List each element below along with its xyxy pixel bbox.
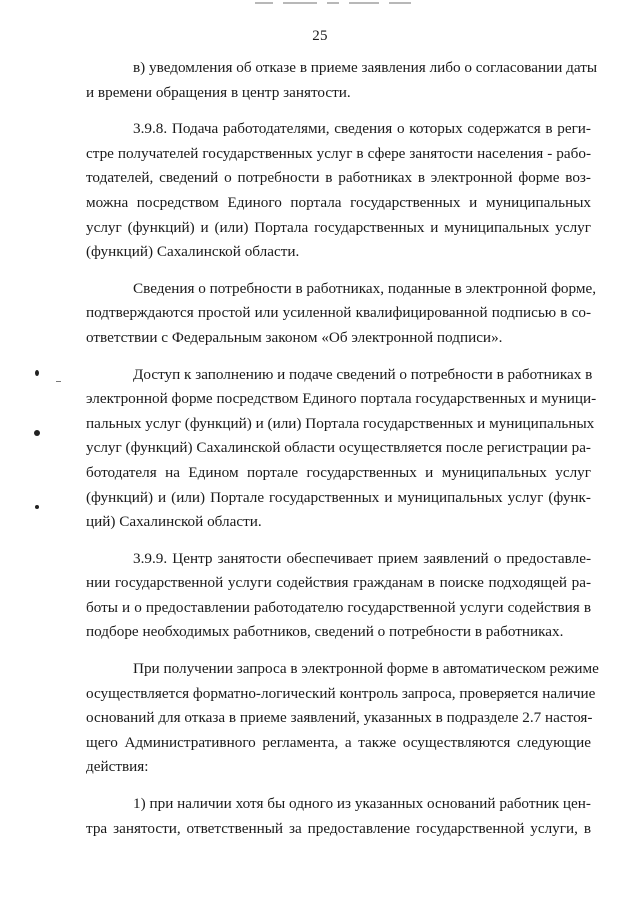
paragraph <box>86 792 591 841</box>
text-line: (функций) Сахалинской области. <box>86 243 300 261</box>
text-line: услуг (функций) и (или) Портала государственных и муниципальных услуг <box>86 218 591 236</box>
text-line: щего Административного регламента, а также осуществляются следующие <box>86 733 591 751</box>
text-line: подборе необходимых работников, сведений о потребности в работниках. <box>86 623 564 641</box>
text-line: Сведения о потребности в работниках, поданные в электронной форме, <box>133 279 597 297</box>
scan-mark <box>56 381 61 382</box>
paragraph <box>86 657 599 780</box>
paragraph <box>86 117 591 265</box>
text-line: электронной форме посредством Единого портала государственных и муници- <box>86 390 597 408</box>
paragraph <box>86 277 597 351</box>
text-line: оснований для отказа в приеме заявлений, указанных в подразделе 2.7 настоя- <box>86 709 593 727</box>
text-line: пальных услуг (функций) и (или) Портала государственных и муниципальных <box>86 414 595 432</box>
text-line: тра занятости, ответственный за предоставление государственной услуги, в <box>86 819 591 837</box>
paragraph <box>86 547 591 645</box>
document-body <box>86 56 599 841</box>
text-line: Доступ к заполнению и подаче сведений о потребности в работниках в <box>133 365 593 383</box>
text-line: и времени обращения в центр занятости. <box>86 83 351 101</box>
text-line: (функций) и (или) Портале государственных и муниципальных услуг (функ- <box>86 488 591 506</box>
scan-mark <box>34 430 40 436</box>
text-line: боты и о предоставлении работодателю государственной услуги содействия в <box>86 598 591 616</box>
text-line: стре получателей государственных услуг в сфере занятости населения - рабо- <box>86 144 591 162</box>
text-line: 3.9.8. Подача работодателями, сведения о которых содержатся в реги- <box>133 120 591 138</box>
page-number: 25 <box>312 28 328 44</box>
paragraph <box>86 363 597 535</box>
text-line: услуг (функций) Сахалинской области осуществляется после регистрации ра- <box>86 439 591 457</box>
text-line: 1) при наличии хотя бы одного из указанных оснований работник цен- <box>133 795 591 813</box>
text-line: ботодателя на Едином портале государственных и муниципальных услуг <box>86 463 591 481</box>
text-line: При получении запроса в электронной форме в автоматическом режиме <box>133 660 599 678</box>
paragraph <box>86 56 598 105</box>
text-line: ответствии с Федеральным законом «Об электронной подписи». <box>86 328 503 346</box>
text-line: ций) Сахалинской области. <box>86 513 262 531</box>
text-line: действия: <box>86 758 149 776</box>
scan-artifact <box>255 2 455 5</box>
text-line: осуществляется форматно-логический контроль запроса, проверяется наличие <box>86 684 596 702</box>
scan-mark <box>35 370 39 376</box>
text-line: нии государственной услуги содействия гражданам в поиске подходящей ра- <box>86 574 591 592</box>
scan-mark <box>35 505 39 509</box>
text-line: тодателей, сведений о потребности в работниках в электронной форме воз- <box>86 169 591 187</box>
text-line: в) уведомления об отказе в приеме заявления либо о согласовании даты <box>133 59 598 76</box>
text-line: подтверждаются простой или усиленной квалифицированной подписью в со- <box>86 304 591 322</box>
text-line: 3.9.9. Центр занятости обеспечивает прием заявлений о предоставле- <box>133 549 591 567</box>
text-line: можна посредством Единого портала государственных и муниципальных <box>86 193 591 211</box>
